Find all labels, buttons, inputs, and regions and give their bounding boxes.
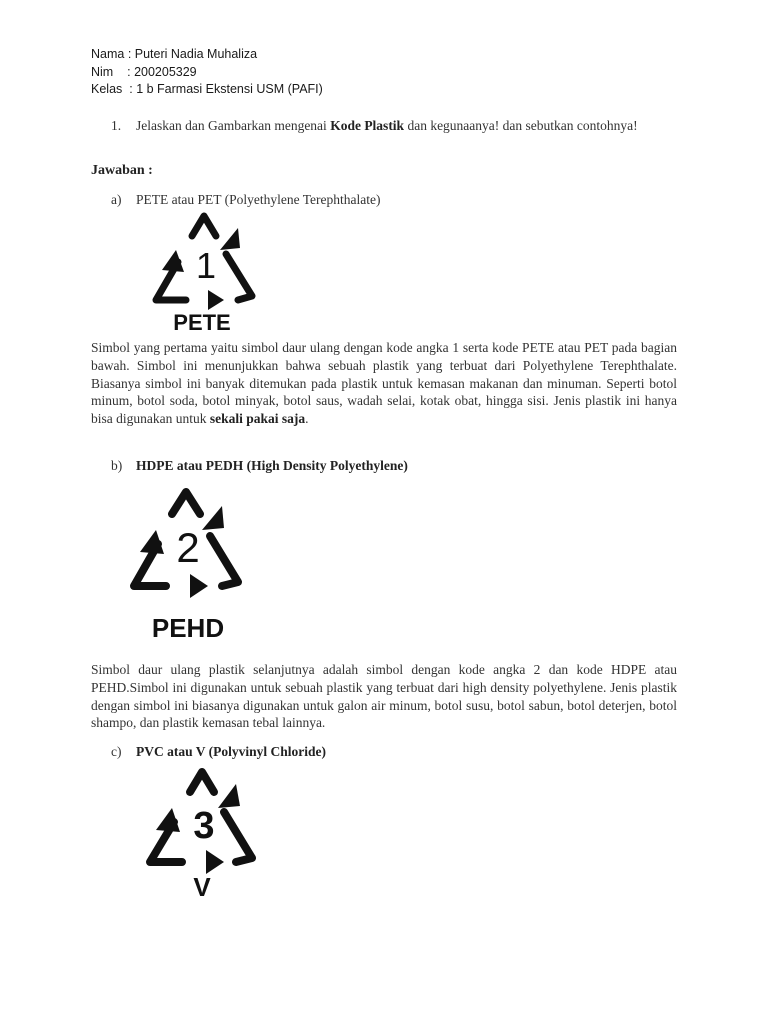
item-c-heading xyxy=(111,744,326,760)
name-value: Puteri Nadia Muhaliza xyxy=(134,47,258,61)
item-c-title: PVC atau V (Polyvinyl Chloride) xyxy=(136,744,327,759)
item-a-title: PETE atau PET (Polyethylene Terephthalate) xyxy=(136,192,381,207)
item-b-desc-text: Simbol daur ulang plastik selanjutnya adalah simbol dengan kode angka 2 dan kode HDPE atau PEHD.Simbol ini digunakan untuk sebuah plastik yang terbuat dari high density polyethylene. Jenis plastik dengan simbol ini biasanya digunakan untuk galon air minum, botol susu, botol sabun, botol deterjen, botol shampo, dan plastik kemasan tebal lainnya. xyxy=(91,662,677,731)
nim-label: Nim xyxy=(91,64,114,79)
question-text-after: dan kegunaanya! dan sebutkan contohnya! xyxy=(404,118,638,133)
item-b-heading xyxy=(111,458,408,474)
answer-label: Jawaban : xyxy=(91,163,153,178)
question-number: 1. xyxy=(111,118,122,133)
nim-row: Nim : 200205329 xyxy=(91,64,197,79)
recycle-symbol-3 xyxy=(140,764,264,900)
symbol-code-pehd: PEHD xyxy=(151,613,225,643)
item-b-letter: b) xyxy=(111,458,123,473)
recycle-symbol-2 xyxy=(124,484,248,644)
symbol-number-1: 1 xyxy=(195,245,217,286)
symbol-number-3: 3 xyxy=(193,805,215,847)
student-info xyxy=(91,46,323,99)
question-text-before: Jelaskan dan Gambarkan mengenai xyxy=(136,118,331,133)
item-b-title: HDPE atau PEDH (High Density Polyethylene) xyxy=(136,458,408,473)
item-a-letter: a) xyxy=(111,192,122,207)
kelas-row: Kelas : 1 b Farmasi Ekstensi USM (PAFI) xyxy=(91,82,323,96)
question xyxy=(111,117,677,134)
item-a-desc-bold: sekali pakai saja xyxy=(209,411,306,427)
recycle-triangle-icon xyxy=(140,764,264,900)
recycle-triangle-icon xyxy=(124,484,248,644)
name-row: Nama : Puteri Nadia Muhaliza xyxy=(91,47,258,61)
name-label: Nama xyxy=(91,47,125,61)
kelas-label: Kelas xyxy=(91,82,123,96)
symbol-number-2: 2 xyxy=(176,524,200,571)
kelas-value: 1 b Farmasi Ekstensi USM (PAFI) xyxy=(136,82,323,96)
symbol-code-v: V xyxy=(193,872,211,902)
item-a-desc-text: Simbol yang pertama yaitu simbol daur ulang dengan kode angka 1 serta kode PETE atau PET pada bagian bawah. Simbol ini menunjukkan bahwa sebuah plastik yang terbuat dari Polyethylene Terephthalate. Biasanya simbol ini banyak ditemukan pada plastik untuk kemasan makanan dan minuman. Seperti botol minum, botol soda, botol minyak, botol saus, wadah selai, kotak obat, hingga sisi. Jenis plastik ini hanya bisa digunakan untuk xyxy=(91,340,677,427)
recycle-symbol-1 xyxy=(146,210,262,335)
question-text xyxy=(136,117,677,134)
question-text-bold: Kode Plastik xyxy=(330,118,405,133)
item-b-description xyxy=(91,661,677,732)
item-a-heading xyxy=(111,192,380,208)
item-c-letter: c) xyxy=(111,744,122,759)
symbol-code-pete: PETE xyxy=(173,310,231,335)
item-a-desc-end: . xyxy=(305,411,309,427)
item-a-description xyxy=(91,339,677,428)
nim-value: 200205329 xyxy=(134,64,197,79)
recycle-triangle-icon xyxy=(146,210,262,335)
